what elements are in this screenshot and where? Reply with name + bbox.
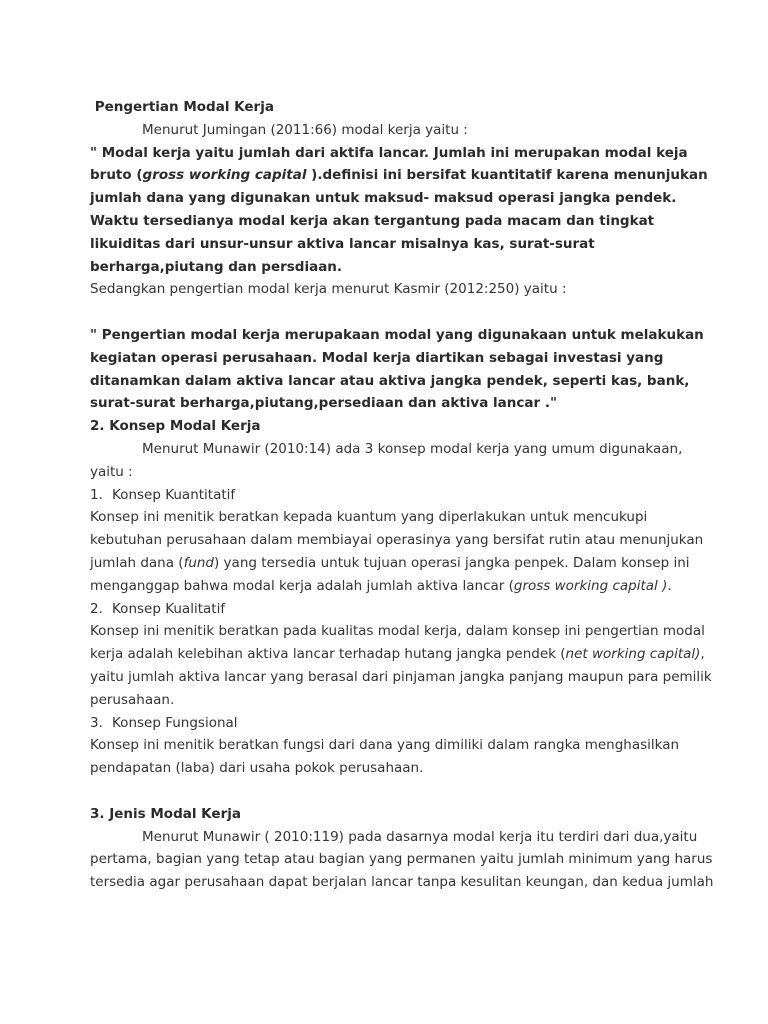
konsep-kualitatif-line — [90, 643, 705, 666]
intro-jumingan: Menurut Jumingan (2011:66) modal kerja yaitu : — [142, 121, 468, 138]
blank-line — [90, 301, 690, 324]
list-title: Konsep Fungsional — [112, 714, 238, 731]
heading-text: Pengertian Modal Kerja — [94, 99, 274, 115]
heading-jenis-modal-kerja: 3. Jenis Modal Kerja — [90, 805, 241, 822]
quote-line: " Modal kerja yaitu jumlah dari aktifa lancar. Jumlah ini merupakan modal keja — [90, 144, 688, 161]
quote-line: " Pengertian modal kerja merupakaan modal yang digunakaan untuk melakukan — [90, 326, 704, 343]
body-text: kerja adalah kelebihan aktiva lancar terhadap hutang jangka pendek ( — [90, 646, 566, 663]
list-number: 3. — [90, 714, 103, 731]
body-text: . — [667, 577, 672, 594]
konsep-kuantitatif-line: kebutuhan perusahaan dalam membiayai operasinya yang bersifat rutin atau menunjukan — [90, 532, 704, 549]
konsep-fungsional-line: pendapatan (laba) dari usaha pokok perusahaan. — [90, 760, 424, 777]
quote-line: ditanamkan dalam aktiva lancar atau aktiva jangka pendek, seperti kas, bank, — [90, 372, 690, 389]
konsep-fungsional-title — [90, 712, 690, 735]
jenis-line: Menurut Munawir ( 2010:119) pada dasarnya modal kerja itu terdiri dari dua,yaitu — [142, 828, 698, 845]
list-title: Konsep Kuantitatif — [112, 486, 236, 503]
quote-line: likuiditas dari unsur-unsur aktiva lancar misalnya kas, surat-surat — [90, 235, 595, 252]
konsep-kuantitatif-line — [90, 575, 690, 598]
blank-line — [90, 780, 690, 803]
quote-jumingan — [90, 142, 708, 279]
quote-line: berharga,piutang dan persdiaan. — [90, 258, 343, 275]
list-number: 2. — [90, 600, 103, 617]
body-text: jumlah dana ( — [90, 554, 184, 571]
body-text: ) yang tersedia untuk tujuan operasi jangka penpek. Dalam konsep ini — [214, 554, 690, 571]
jenis-line: tersedia agar perusahaan dapat berjalan lancar tanpa kesulitan keungan, dan kedua jumlah — [90, 874, 714, 891]
konsep-fungsional-line: Konsep ini menitik beratkan fungsi dari dana yang dimiliki dalam rangka menghasilkan — [90, 737, 680, 754]
jenis-line: pertama, bagian yang tetap atau bagian yang permanen yaitu jumlah minimum yang harus — [90, 851, 713, 868]
heading-pengertian-modal-kerja — [90, 96, 690, 119]
intro-munawir-konsep-cont: yaitu : — [90, 463, 133, 480]
quote-italic-term: gross working capital — [142, 167, 307, 184]
italic-term: fund — [183, 554, 214, 571]
quote-text: ).definisi ini bersifat kuantitatif karena menunjukan — [306, 167, 708, 184]
quote-line: surat-surat berharga,piutang,persediaan dan aktiva lancar ." — [90, 395, 557, 412]
konsep-kualitatif-line: Konsep ini menitik beratkan pada kualitas modal kerja, dalam konsep ini pengertian modal — [90, 623, 705, 640]
document-body — [90, 96, 714, 894]
quote-text: bruto ( — [90, 167, 143, 184]
quote-line — [90, 164, 708, 187]
konsep-kuantitatif-title — [90, 484, 690, 507]
quote-line: kegiatan operasi perusahaan. Modal kerja diartikan sebagai investasi yang — [90, 349, 664, 366]
intro-munawir-konsep: Menurut Munawir (2010:14) ada 3 konsep modal kerja yang umum digunakaan, — [142, 440, 683, 457]
heading-konsep-modal-kerja: 2. Konsep Modal Kerja — [90, 418, 261, 435]
konsep-kualitatif-title — [90, 598, 690, 621]
intro-kasmir: Sedangkan pengertian modal kerja menurut Kasmir (2012:250) yaitu : — [90, 281, 567, 298]
quote-kasmir — [90, 324, 704, 415]
body-text: , — [700, 646, 705, 663]
konsep-kualitatif-line: perusahaan. — [90, 691, 175, 708]
body-text: menganggap bahwa modal kerja adalah jumlah aktiva lancar ( — [90, 577, 514, 594]
konsep-kualitatif-line: yaitu jumlah aktiva lancar yang berasal dari pinjaman jangka panjang maupun para pemilik — [90, 668, 712, 685]
italic-term: gross working capital ) — [513, 577, 668, 594]
list-number: 1. — [90, 486, 103, 503]
quote-line: Waktu tersedianya modal kerja akan tergantung pada macam dan tingkat — [90, 212, 655, 229]
list-title: Konsep Kualitatif — [112, 600, 226, 617]
konsep-kuantitatif-line — [90, 552, 690, 575]
quote-line: jumlah dana yang digunakan untuk maksud- maksud operasi jangka pendek. — [90, 190, 677, 207]
konsep-kuantitatif-line: Konsep ini menitik beratkan kepada kuantum yang diperlakukan untuk mencukupi — [90, 509, 648, 526]
italic-term: net working capital) — [565, 646, 701, 663]
